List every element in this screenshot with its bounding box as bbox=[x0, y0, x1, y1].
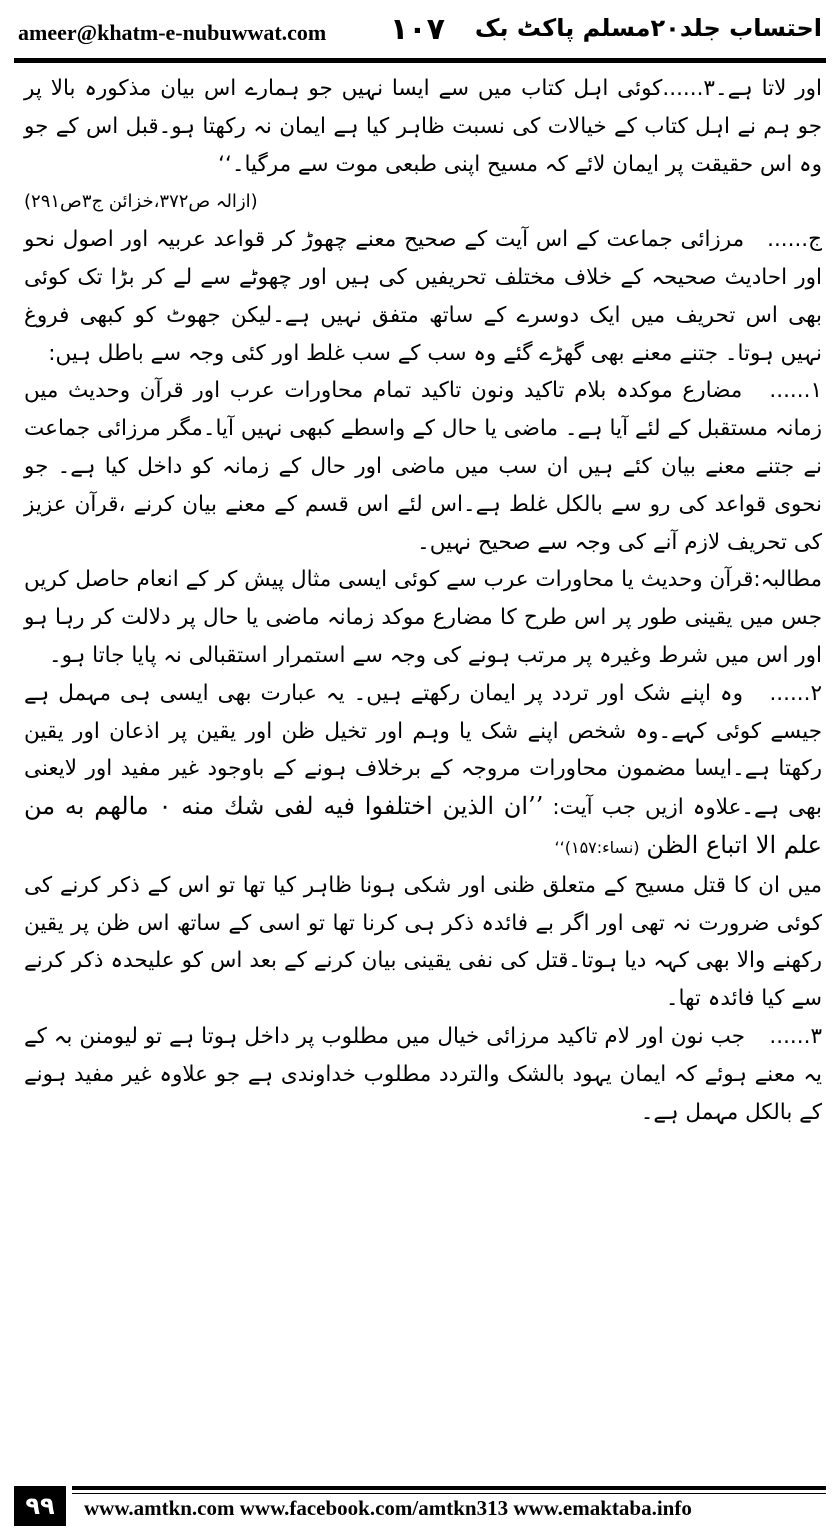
paragraph-marker: ۳...... bbox=[769, 1023, 822, 1049]
verse-reference: (نساء:۱۵۷)‘‘ bbox=[554, 837, 640, 857]
footer-links: www.amtkn.com www.facebook.com/amtkn313 www.emaktaba.info bbox=[84, 1496, 692, 1520]
header-book-title: احتساب جلد۲۰مسلم پاکٹ بک bbox=[474, 14, 822, 42]
paragraph-point-1 bbox=[24, 372, 822, 561]
paragraph-continuation bbox=[24, 867, 822, 1018]
footer-rule-thin bbox=[72, 1493, 826, 1494]
paragraph-marker: ۲...... bbox=[769, 680, 823, 706]
paragraph-quote bbox=[24, 70, 822, 221]
paragraph-text: اور لاتا ہے۔۳......کوئی اہل کتاب میں سے ایسا نہیں جو ہمارے اس بیان مذکورہ بالا پر جو ہم نے اہل کتاب کے خیالات کی نسبت ظاہر کیا ہے ایمان نہ رکھتا ہو۔قبل اس کے جو وہ اس حقیقت پر ایمان لائے کہ مسیح اپنی طبعی موت سے مرگیا۔‘‘ bbox=[24, 76, 822, 177]
paragraph-demand bbox=[24, 561, 822, 674]
paragraph-text: مطالبہ:قرآن وحدیث یا محاورات عرب سے کوئی ایسی مثال پیش کر کے انعام حاصل کریں جس میں یقینی طور پر اس طرح کا مضارع موکد زمانہ ماضی یا حال پر دلالت کر رہا ہو اور اس میں شرط وغیرہ پر مرتب ہونے کی وجہ سے استمرار استقبالی نہ پایا جاتا ہو۔ bbox=[24, 567, 822, 668]
page-footer bbox=[14, 1486, 826, 1526]
header-email: ameer@khatm-e-nubuwwat.com bbox=[18, 20, 327, 45]
paragraph-text: وہ اپنے شک اور تردد پر ایمان رکھتے ہیں۔ یہ عبارت بھی ایسی ہی مہمل ہے جیسے کوئی کہے۔وہ شخص اپنے شک یا وہم اور تخیل ظن اور یقین پر اذعان اور یقین رکھتا ہے۔ایسا مضمون محاورات مروجہ کے برخلاف ہونے کے باوجود غیر مفید اور لایعنی بھی ہے۔علاوہ ازیں جب آیت: bbox=[24, 680, 823, 821]
paragraph-marker: ج...... bbox=[767, 227, 822, 253]
paragraph-text: مرزائی جماعت کے اس آیت کے صحیح معنے چھوڑ کر قواعد عربیہ اور اصول نحو اور احادیث صحیحہ کے خلاف مختلف تحریفیں کی ہیں اور چھوٹے سے لے کر بڑا تک کوئی بھی اس تحریف میں ایک دوسرے کے ساتھ متفق نہیں ہے۔لیکن جھوٹ کو کبھی فروغ نہیں ہوتا۔ جتنے معنے بھی گھڑے گئے وہ سب کے سب غلط اور کئی وجہ سے باطل ہیں: bbox=[24, 227, 822, 366]
quran-verse: ’’ان الذین اختلفوا فیه لفی شك منه ۰ مالهم به من علم الا اتباع الظن bbox=[24, 792, 822, 859]
header-page-number: ۱۰۷ bbox=[390, 12, 445, 47]
paragraph-point-3 bbox=[24, 1018, 822, 1131]
paragraph-point-2 bbox=[24, 675, 822, 867]
paragraph-answer bbox=[24, 221, 822, 372]
page-body bbox=[24, 70, 822, 1131]
citation: (ازالہ ص۳۷۲،خزائن ج۳ص۲۹۱) bbox=[24, 191, 258, 213]
header-rule bbox=[14, 58, 826, 63]
footer-rule bbox=[72, 1486, 826, 1490]
footer-page-number: ۹۹ bbox=[14, 1486, 66, 1526]
paragraph-text: مضارع موکدہ بلام تاکید ونون تاکید تمام محاورات عرب اور قرآن وحدیث میں زمانہ مستقبل کے لئے آیا ہے۔ ماضی یا حال کے واسطے کبھی نہیں آیا۔مگر مرزائی جماعت نے جتنے معنے بیان کئے ہیں ان سب میں ماضی اور حال کے زمانہ کو داخل کیا ہے۔ جو نحوی قواعد کی رو سے بالکل غلط ہے۔اس لئے اس قسم کے معنے بیان کرنے ،قرآن عزیز کی تحریف لازم آنے کی وجہ سے صحیح نہیں۔ bbox=[24, 378, 822, 555]
page-header bbox=[18, 10, 822, 54]
paragraph-text: جب نون اور لام تاکید مرزائی خیال میں مطلوب پر داخل ہوتا ہے تو لیومنن بہ کے یہ معنے ہوئے کہ ایمان یہود بالشک والتردد مطلوب خداوندی ہے جو علاوہ غیر مفید ہونے کے بالکل مہمل ہے۔ bbox=[24, 1023, 822, 1125]
paragraph-marker: ۱...... bbox=[769, 378, 822, 404]
paragraph-text: میں ان کا قتل مسیح کے متعلق ظنی اور شکی ہونا ظاہر کیا تھا تو اس کے ذکر کرنے کی کوئی ضرورت نہ تھی اور اگر بے فائدہ ذکر ہی کرنا تھا تو اسی کے ساتھ اس ظن پر یقین رکھنے والا بھی کہہ دیا ہوتا۔قتل کی نفی یقینی بیان کرنے کے بعد اس کو علیحدہ ذکر کرنے سے کیا فائدہ تھا۔ bbox=[24, 872, 822, 1012]
